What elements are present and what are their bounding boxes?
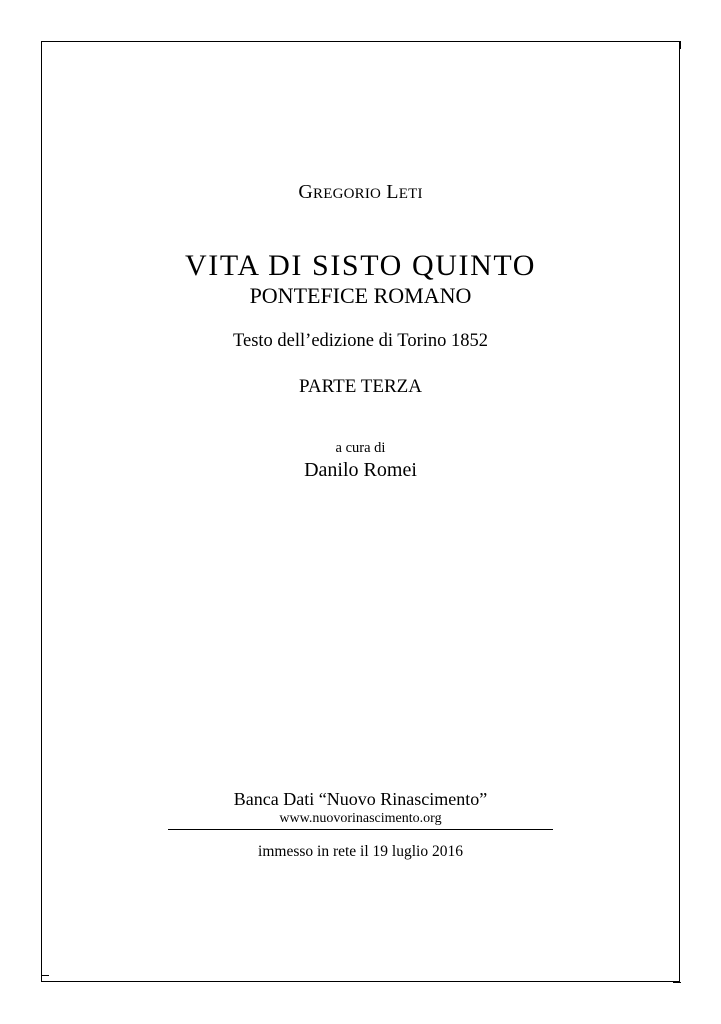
website-link[interactable]: www.nuovorinascimento.org xyxy=(279,811,442,826)
editor-name: Danilo Romei xyxy=(304,459,417,481)
crop-mark-bottom-right xyxy=(673,982,681,983)
divider-rule xyxy=(168,829,553,830)
part-label: PARTE TERZA xyxy=(299,376,422,397)
author-last-rest: ETI xyxy=(398,186,423,202)
book-subtitle: PONTEFICE ROMANO xyxy=(249,283,472,308)
author-name xyxy=(0,181,721,204)
database-name: Banca Dati “Nuovo Rinascimento” xyxy=(233,789,488,809)
editor-intro: a cura di xyxy=(335,440,386,456)
posted-date: immesso in rete il 19 luglio 2016 xyxy=(258,843,463,860)
crop-mark-top-right xyxy=(680,41,681,49)
author-last-initial: L xyxy=(386,181,399,203)
book-title: VITA DI SISTO QUINTO xyxy=(185,249,536,282)
crop-mark-bottom-left xyxy=(41,975,49,976)
edition-note: Testo dell’edizione di Torino 1852 xyxy=(233,331,488,351)
author-first-rest: REGORIO xyxy=(313,186,382,202)
author-first-initial: G xyxy=(298,181,314,203)
